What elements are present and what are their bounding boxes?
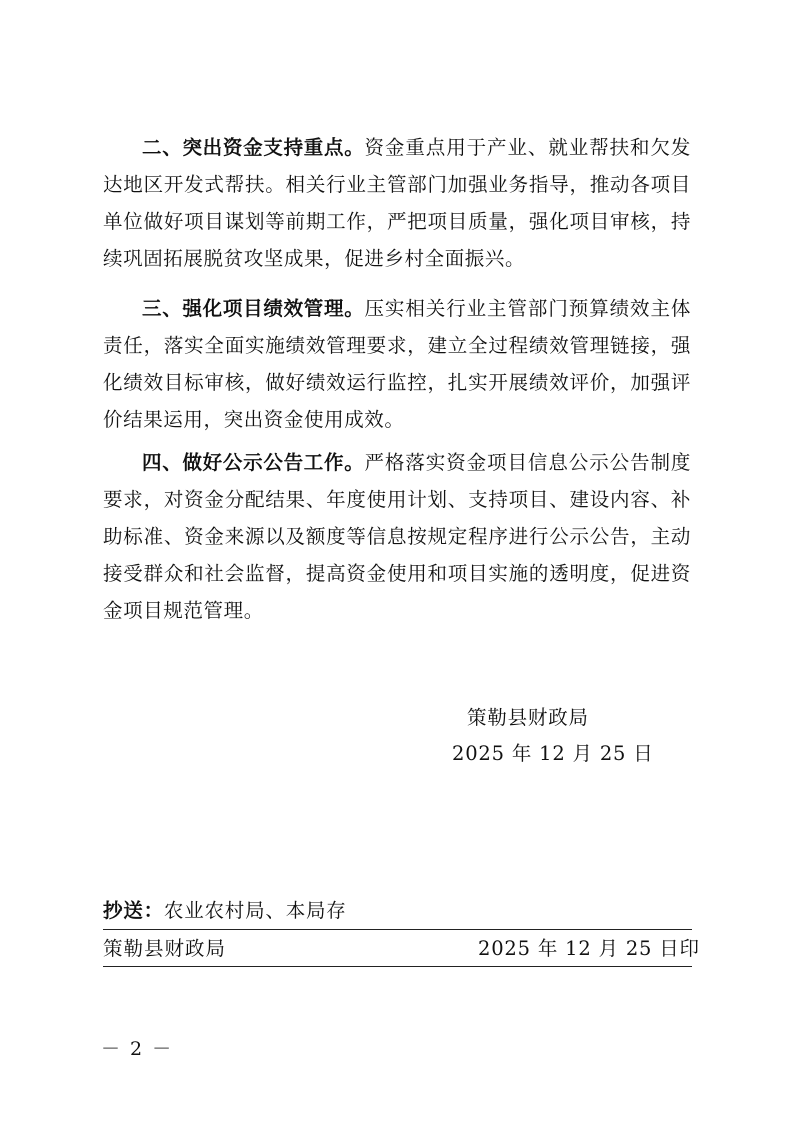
section-support-focus (103, 129, 691, 277)
section-body: 资金重点用于产业、就业帮扶和欠发达地区开发式帮扶。相关行业主管部门加强业务指导，推动各项目单位做好项目谋划等前期工作，严把项目质量，强化项目审核，持续巩固拓展脱贫攻坚成果，促进乡村全面振兴。 (103, 136, 691, 270)
copy-to-label: 抄送： (103, 899, 164, 922)
divider-bottom (103, 966, 692, 967)
section-body: 压实相关行业主管部门预算绩效主体责任，落实全面实施绩效管理要求，建立全过程绩效管理链接，强化绩效目标审核，做好绩效运行监控，扎实开展绩效评价，加强评价结果运用，突出资金使用成效。 (103, 297, 691, 431)
divider-top (103, 929, 692, 930)
section-heading: 二、突出资金支持重点。 (142, 136, 365, 159)
section-performance-management (103, 290, 691, 438)
copy-to-recipients: 农业农村局、本局存 (163, 899, 347, 922)
section-heading: 三、强化项目绩效管理。 (142, 297, 365, 320)
signature-date: 2025 年 12 月 25 日 (452, 742, 654, 765)
section-public-notice (103, 444, 691, 629)
signature-organization: 策勒县财政局 (467, 706, 589, 729)
footer-print-date: 2025 年 12 月 25 日印 (478, 937, 700, 960)
copy-to-line (103, 895, 347, 923)
footer-issuer: 策勒县财政局 (103, 937, 227, 960)
section-body: 严格落实资金项目信息公示公告制度要求，对资金分配结果、年度使用计划、支持项目、建设内容、补助标准、资金来源以及额度等信息按规定程序进行公示公告，主动接受群众和社会监督，提高资金使用和项目实施的透明度，促进资金项目规范管理。 (103, 451, 691, 622)
section-heading: 四、做好公示公告工作。 (142, 451, 365, 474)
page-number: － 2 － (101, 1038, 174, 1060)
